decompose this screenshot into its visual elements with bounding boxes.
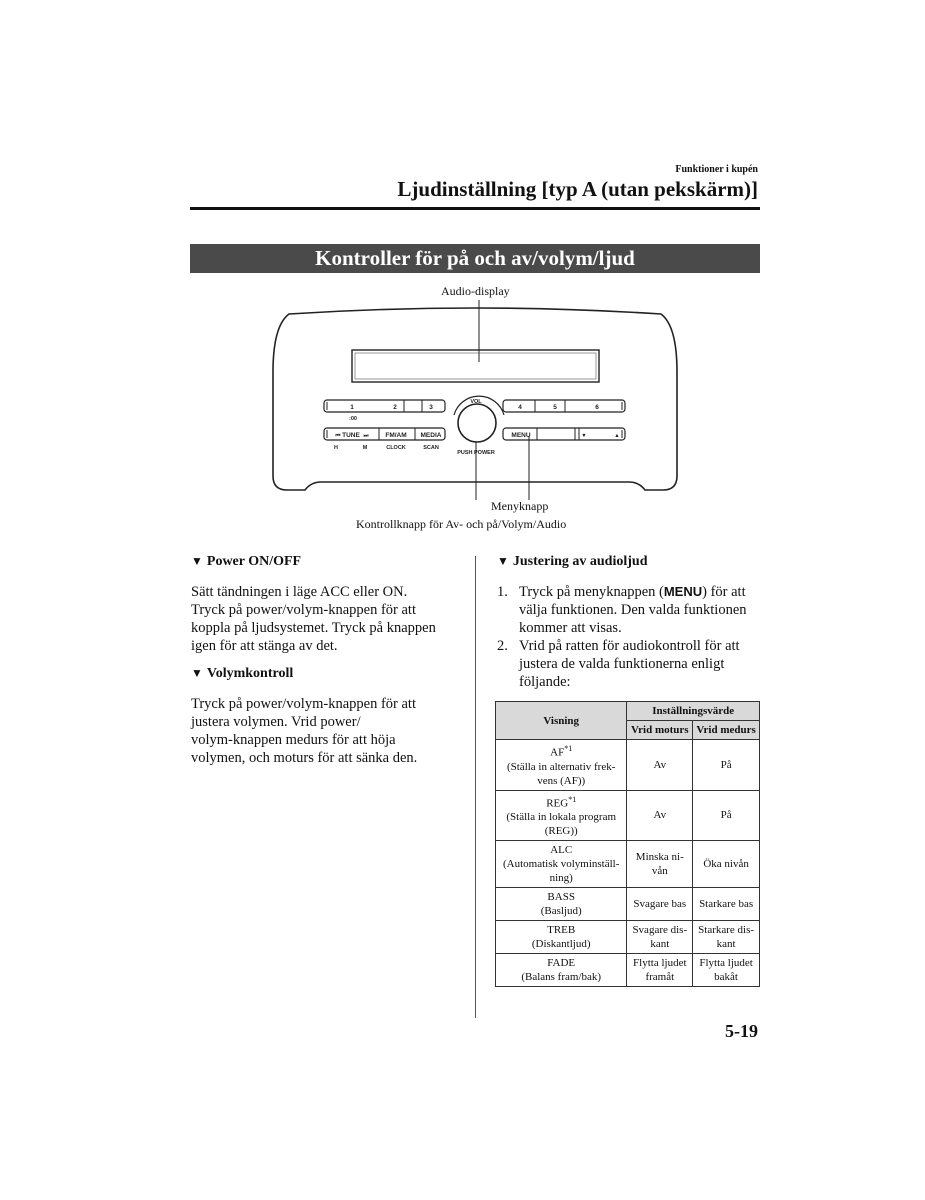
h-label: H [334,445,338,451]
callout-menu-button: Menyknapp [491,499,549,513]
callout-control-knob: Kontrollknapp för Av- och på/Volym/Audio [356,517,567,531]
ccw-value-cell: Av [627,740,693,791]
cw-value-cell: På [693,740,760,791]
svg-text:⏮: ⏮ [335,433,341,439]
title-rule [190,207,760,210]
cw-value-cell: Flytta ljudet bakåt [693,954,760,987]
cw-value-cell: Öka nivån [693,841,760,888]
push-power-label: PUSH POWER [457,450,495,456]
column-divider [475,556,476,1018]
cw-value-cell: Starkare bas [693,888,760,921]
preset-4-label: 4 [518,404,522,411]
menu-label: MENU [511,432,531,439]
clock-label: CLOCK [386,445,406,451]
section-label: Funktioner i kupén [675,164,758,175]
vol-label: VOL [470,399,482,405]
setting-name-cell: FADE (Balans fram/bak) [496,954,627,987]
power-heading: ▼ Power ON/OFF [191,554,302,569]
preset-5-label: 5 [553,404,557,411]
ccw-value-cell: Svagare dis- kant [627,921,693,954]
setting-name-cell: REG$^{*1}$ (Ställa in lokala program (REG)) [496,790,627,841]
m-label: M [362,445,368,451]
ccw-value-cell: Minska ni- vån [627,841,693,888]
callout-audio-display: Audio-display [441,284,510,298]
svg-text:▲: ▲ [614,433,620,439]
table-row [496,740,760,791]
steps-list [497,583,747,691]
ccw-value-cell: Flytta ljudet framåt [627,954,693,987]
settings-table [495,701,760,987]
media-label: MEDIA [420,432,442,439]
table-row [496,954,760,987]
triangle-marker-icon: ▼ [191,554,203,568]
section-banner: Kontroller för på och av/volym/ljud [190,244,760,273]
header-settings: Inställningsvärde [627,702,760,721]
fm-am-label: FM/AM [385,432,407,439]
header-cw: Vrid medurs [693,721,760,740]
tune-label: TUNE [342,432,360,439]
svg-text:⏭: ⏭ [363,433,369,439]
setting-name-cell: ALC (Automatisk volyminställ- ning) [496,841,627,888]
setting-name-cell: AF$^{*1}$ (Ställa in alternativ frek- vens (AF)) [496,740,627,791]
scan-label: SCAN [423,445,439,451]
table-row [496,888,760,921]
preset-1-label: 1 [350,404,354,411]
cw-value-cell: Starkare dis- kant [693,921,760,954]
triangle-marker-icon: ▼ [191,666,203,680]
audio-display [352,350,599,382]
setting-name-cell: BASS (Basljud) [496,888,627,921]
ccw-value-cell: Av [627,790,693,841]
volume-heading: ▼ Volymkontroll [191,666,294,681]
page-title: Ljudinställning [typ A (utan pekskärm)] [397,177,758,201]
triangle-marker-icon: ▼ [497,554,509,568]
table-row [496,921,760,954]
preset-6-label: 6 [595,404,599,411]
cw-value-cell: På [693,790,760,841]
table-row [496,790,760,841]
svg-text:▼: ▼ [581,433,587,439]
page-number: 5-19 [725,1021,758,1041]
preset-row-left [324,400,445,412]
preset-3-label: 3 [429,404,433,411]
header-visning: Visning [496,702,627,740]
setting-name-cell: TREB (Diskantljud) [496,921,627,954]
step-2: 2. Vrid på ratten för audiokontroll för att justera de valda funktionerna enligt följande: [497,638,740,690]
volume-paragraph: Tryck på power/volym-knappen för att justera volymen. Vrid power/ volym-knappen medurs för att höja volymen, och moturs för att sänka den. [191,696,418,766]
preset-2-label: 2 [393,404,397,411]
header-ccw: Vrid moturs [627,721,693,740]
audio-unit-figure [265,300,685,500]
audio-adjust-heading: ▼ Justering av audioljud [497,554,648,569]
power-paragraph: Sätt tändningen i läge ACC eller ON. Tryck på power/volym-knappen för att koppla på ljudsystemet. Tryck på knappen igen för att stänga av det. [191,584,436,654]
volume-knob [458,404,496,442]
ccw-value-cell: Svagare bas [627,888,693,921]
colon-00-label: :00 [349,416,357,422]
table-row [496,841,760,888]
step-1: 1. Tryck på menyknappen (MENU) för att välja funktionen. Den valda funktionen kommer att visas. [497,584,747,636]
menu-key-label: MENU [663,584,703,599]
